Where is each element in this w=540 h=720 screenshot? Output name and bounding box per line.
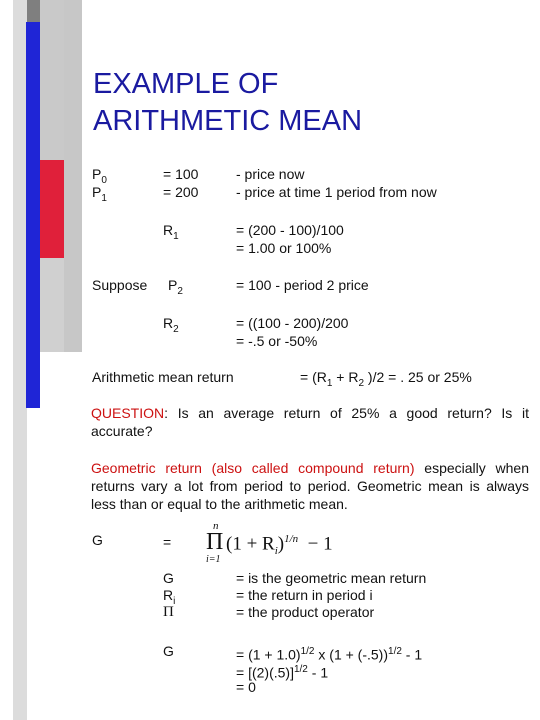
decor-bar-dark-top: [26, 0, 40, 22]
arith-equation: = ($R_1 + R_2$ )/2 = . 25 or 25%: [300, 369, 472, 389]
p0-value: = 100: [163, 166, 199, 182]
def-pi-symbol: Π: [163, 604, 174, 620]
p2-prefix: Suppose: [92, 277, 148, 293]
title-line-2: ARITHMETIC MEAN: [93, 105, 363, 137]
product-symbol: Π: [206, 529, 224, 555]
def-pi-text: = the product operator: [236, 604, 375, 620]
question-paragraph: [91, 404, 529, 440]
def-g-text: = is the geometric mean return: [236, 570, 427, 586]
def-ri-symbol: $R_i$: [163, 587, 176, 607]
decor-bar-gray-left: [13, 0, 27, 720]
p2-desc: = 100 - period 2 price: [236, 277, 369, 293]
def-ri-text: = the return in period i: [236, 587, 373, 603]
page-title: [93, 66, 362, 140]
r2-line-2: = -.5 or -50%: [236, 333, 318, 349]
g-formula-expression: [200, 520, 380, 568]
p1-desc: - price at time 1 period from now: [236, 184, 437, 200]
decor-bar-gray-mid: [40, 0, 64, 160]
decor-bar-gray-lower: [40, 258, 64, 352]
geometric-paragraph: [91, 459, 529, 513]
r2-label: $R_2$: [163, 315, 179, 335]
p0-label: $P_0$: [92, 166, 107, 186]
calc-line-3: = 0: [236, 679, 256, 695]
g-formula-equals: =: [163, 534, 172, 550]
product-upper-limit: n: [213, 520, 219, 532]
p0-desc: - price now: [236, 166, 305, 182]
arith-label: Arithmetic mean return: [92, 369, 234, 385]
product-lower-limit: i=1: [206, 554, 221, 565]
decor-bar-gray-right: [64, 0, 82, 352]
p2-label: $P_2$: [168, 277, 183, 297]
calc-label: G: [163, 643, 174, 659]
r1-line-1: = (200 - 100)/100: [236, 222, 344, 238]
calc-line-2: = $[(2)(.5)]^{1/2} - 1$: [236, 664, 329, 681]
geometric-red-text: Geometric return (also called compound return): [91, 460, 415, 476]
r2-line-1: = ((100 - 200)/200: [236, 315, 349, 331]
question-text: : Is an average return of 25% a good return? Is it accurate?: [91, 405, 529, 439]
decor-bar-blue: [26, 22, 40, 408]
p1-label: $P_1$: [92, 184, 107, 204]
r1-line-2: = 1.00 or 100%: [236, 240, 332, 256]
title-line-1: EXAMPLE OF: [93, 68, 279, 100]
geometric-rest-text: especially when returns vary a lot from period to period. Geometric mean is always less than or equal to the arithmetic mean.: [91, 460, 529, 512]
r1-label: $R_1$: [163, 222, 179, 242]
calc-line-1: = $(1 + 1.0)^{1/2}$ x $(1 + (-.5))^{1/2} - 1$: [236, 646, 423, 663]
decor-bar-red: [40, 160, 64, 258]
question-label: QUESTION: [91, 405, 165, 421]
formula-body: $(1 + R_i)^{1/n} - 1$: [226, 533, 333, 558]
p1-value: = 200: [163, 184, 199, 200]
def-g-symbol: G: [163, 570, 174, 586]
g-formula-label: G: [92, 532, 103, 548]
